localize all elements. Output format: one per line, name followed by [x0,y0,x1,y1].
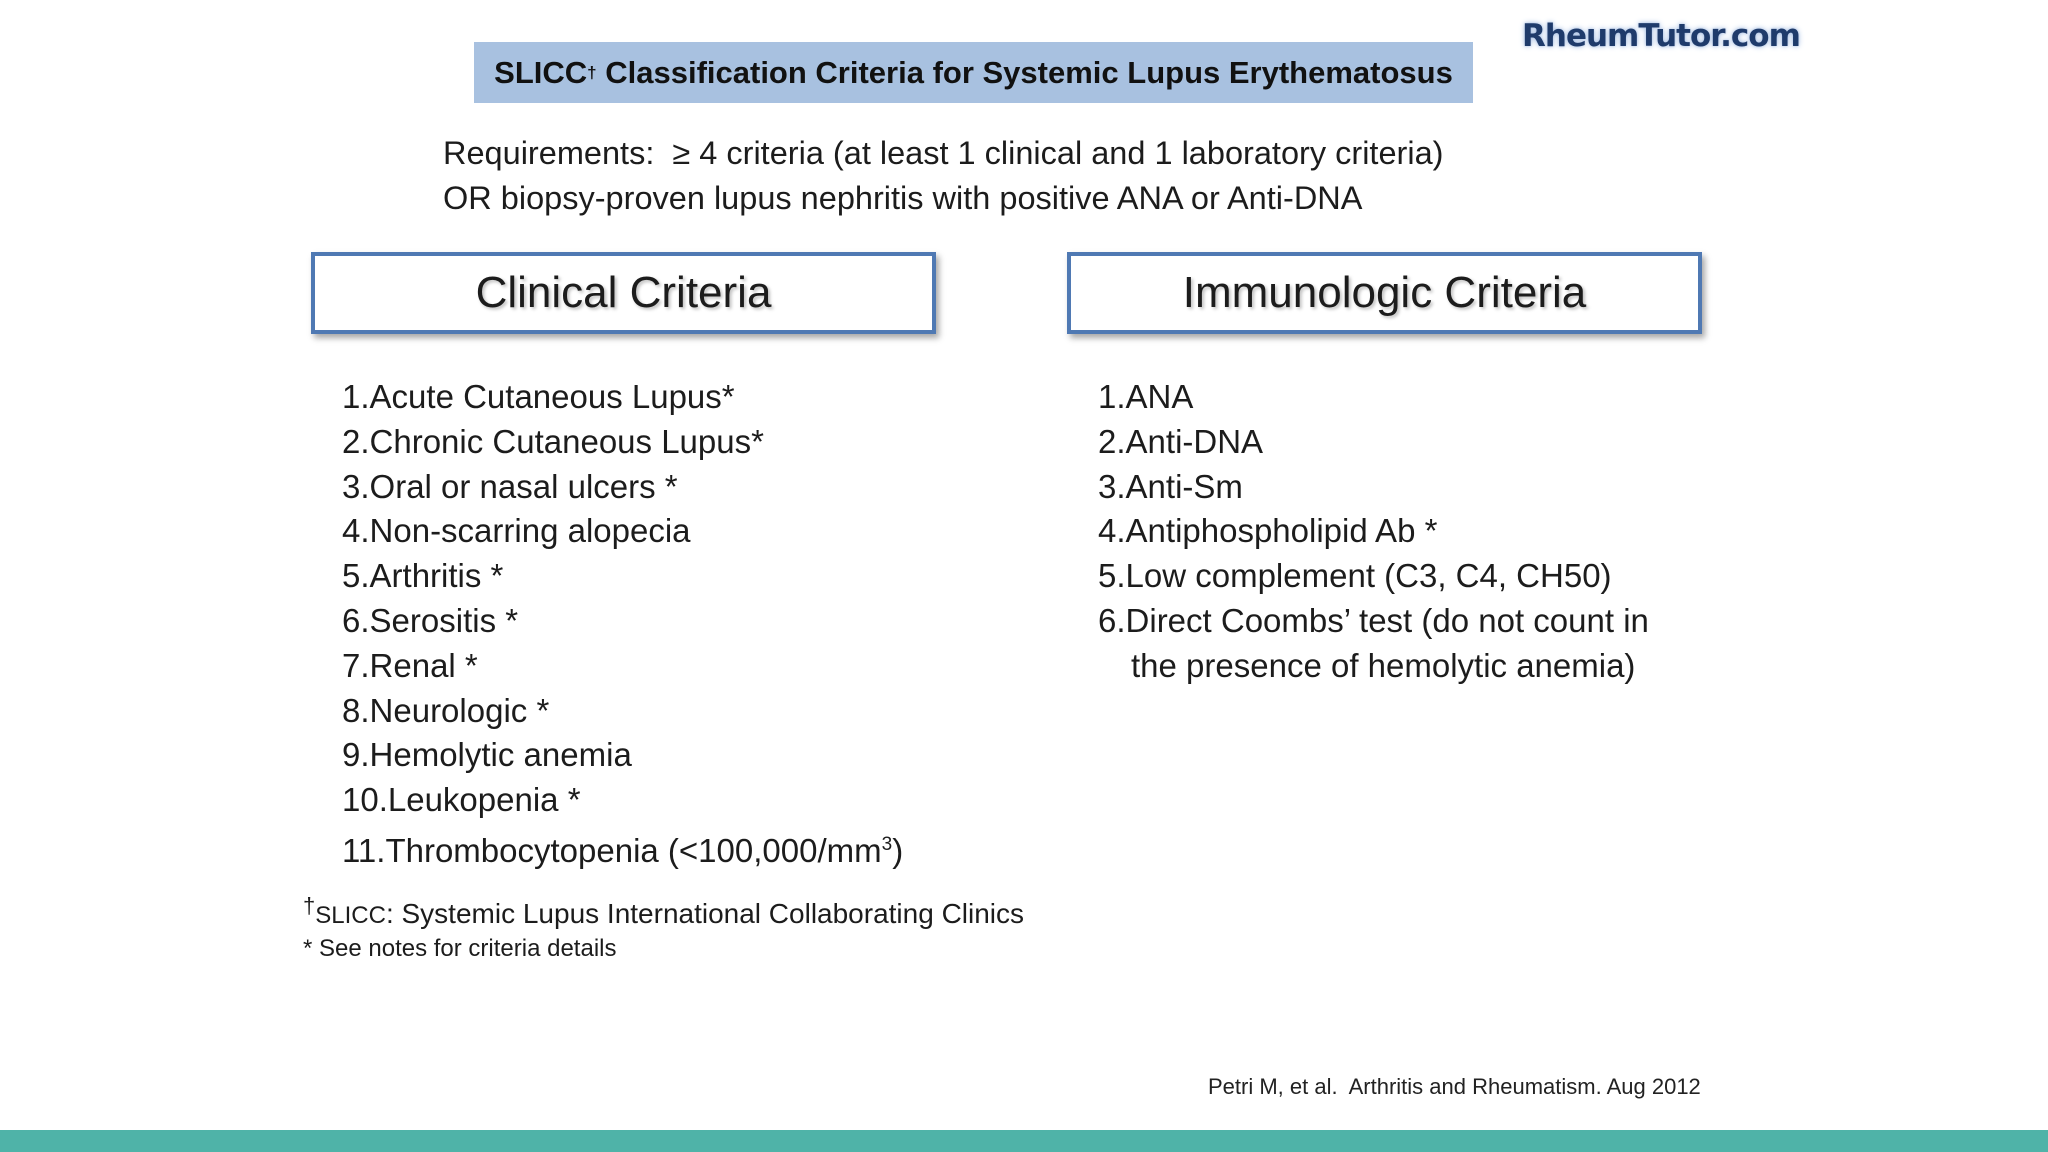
list-item: 10.Leukopenia * [342,781,581,819]
list-item: 4.Non-scarring alopecia [342,512,691,550]
slide-title [474,42,1473,103]
list-item: 3.Oral or nasal ulcers * [342,467,678,505]
clinical-criteria-heading [311,252,936,334]
list-item: 1.ANA [1098,378,1194,415]
clinical-heading-text: Clinical Criteria [475,268,772,317]
bottom-accent-bar [0,1130,2048,1152]
list-item: 4.Antiphospholipid Ab * [1098,512,1438,550]
slicc-footnote [303,893,1024,930]
list-item: 1.Acute Cutaneous Lupus* [342,378,735,415]
requirements-line-1: Requirements: ≥ 4 criteria (at least 1 clinical and 1 laboratory criteria) [443,135,1444,171]
list-item: 6.Direct Coombs’ test (do not count in [1098,601,1649,639]
footnote-dagger: † [303,893,316,918]
list-item: 6.Serositis * [342,601,519,639]
clinical-criteria-list [342,375,903,874]
footnote-slicc-definition: : Systemic Lupus International Collaborating Clinics [385,898,1025,929]
requirements [443,131,1443,221]
list-item: 11.Thrombocytopenia $(<100,000/mm^3)$ [342,831,904,869]
logo-text: RheumTutor.com [1522,18,1800,54]
list-item: 3.Anti-Sm [1098,467,1243,505]
list-item-continuation: the presence of hemolytic anemia) [1131,646,1636,684]
criteria-notes-footnote: * See notes for criteria details [303,935,617,962]
immunologic-heading-text: Immunologic Criteria [1182,268,1587,317]
title-dagger: † [587,62,597,82]
list-item: 9.Hemolytic anemia [342,736,632,774]
immunologic-criteria-list [1098,375,1649,689]
list-item: 5.Low complement (C3, C4, CH50) [1098,557,1612,595]
title-prefix: SLICC [494,54,588,90]
list-item: 2.Chronic Cutaneous Lupus* [342,422,764,460]
footnote-slicc-abbrev: SLICC [315,902,386,929]
list-item: 2.Anti-DNA [1098,422,1264,460]
citation: Petri M, et al. Arthritis and Rheumatism. Aug 2012 [1208,1074,1701,1099]
requirements-line-2: OR biopsy-proven lupus nephritis with positive ANA or Anti-DNA [443,180,1363,216]
immunologic-criteria-heading [1067,252,1702,334]
list-item: 5.Arthritis * [342,557,504,595]
rheumtutor-logo [1522,18,1800,90]
title-rest: Classification Criteria for Systemic Lupus Erythematosus [596,54,1453,90]
list-item: 8.Neurologic * [342,691,550,729]
list-item: 7.Renal * [342,646,478,684]
